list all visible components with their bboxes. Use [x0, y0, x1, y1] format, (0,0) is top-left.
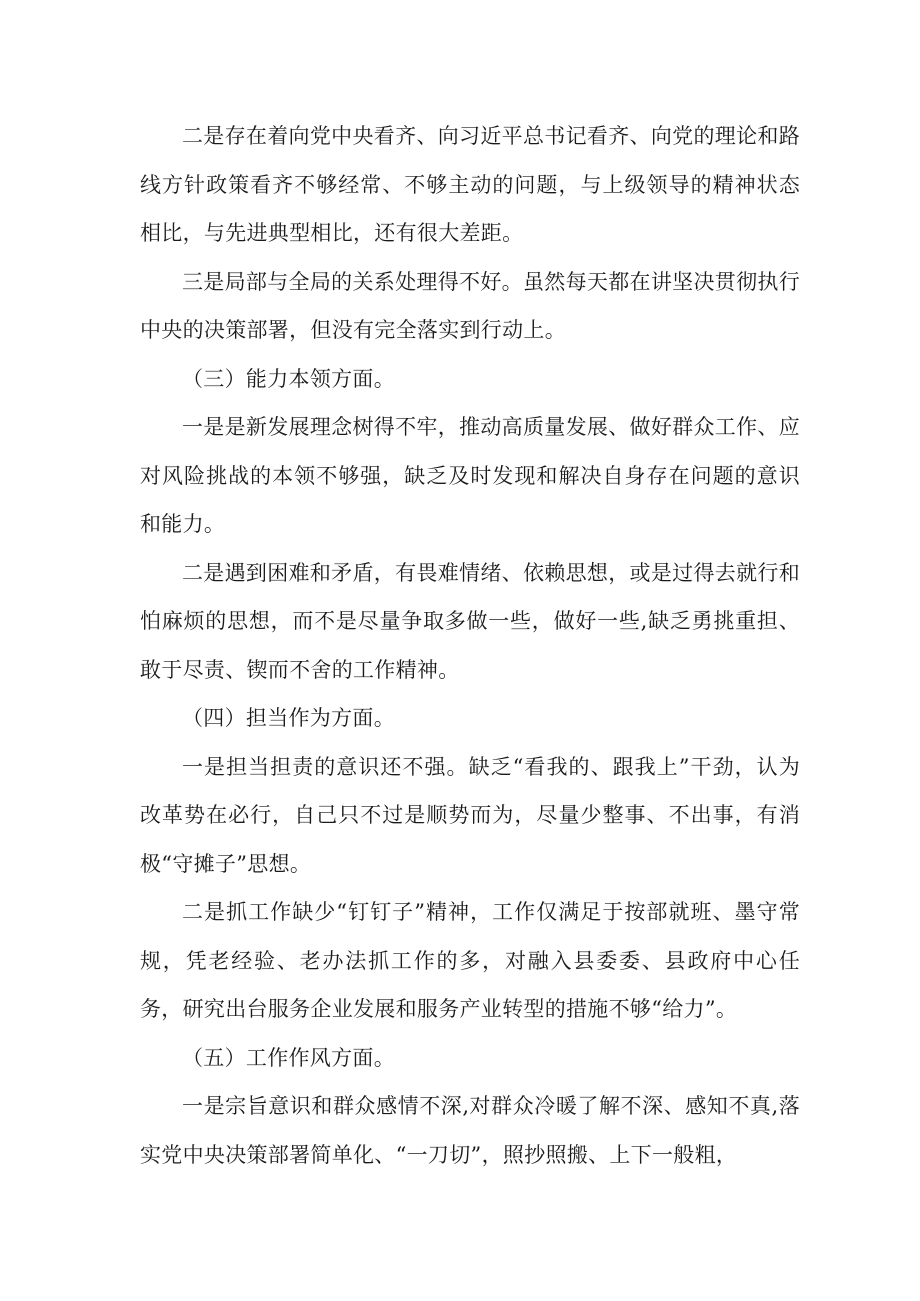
- section-heading-work-style: （五）工作作风方面。: [182, 1045, 395, 1070]
- paragraph-responsibility-awareness: 一是担当担责的意识还不强。缺乏“看我的、跟我上”干劲，认为改革势在必行，自己只不过是顺势而为，尽量少整事、不出事，有消极“守摊子”思想。: [140, 754, 800, 876]
- paragraph-nail-spirit: 二是抓工作缺少“钉钉子”精神，工作仅满足于按部就班、墨守常规，凭老经验、老办法抓工作的多，对融入县委委、县政府中心任务，研究出台服务企业发展和服务产业转型的措施不够“给力”。: [140, 900, 800, 1021]
- paragraph-purpose-awareness: 一是宗旨意识和群众感情不深,对群众冷暖了解不深、感知不真,落实党中央决策部署简单化、“一刀切”，照抄照搬、上下一般粗，: [140, 1094, 800, 1167]
- paragraph-alignment-issue: 二是存在着向党中央看齐、向习近平总书记看齐、向党的理论和路线方针政策看齐不够经常、不够主动的问题，与上级领导的精神状态相比，与先进典型相比，还有很大差距。: [140, 124, 800, 245]
- section-heading-ability: （三）能力本领方面。: [182, 366, 395, 391]
- paragraph-development-concept: 一是是新发展理念树得不牢，推动高质量发展、做好群众工作、应对风险挑战的本领不够强，缺乏及时发现和解决自身存在问题的意识和能力。: [140, 415, 800, 536]
- paragraph-local-global-relation: 三是局部与全局的关系处理得不好。虽然每天都在讲坚决贯彻执行中央的决策部署，但没有完全落实到行动上。: [140, 269, 800, 342]
- section-heading-responsibility: （四）担当作为方面。: [182, 706, 395, 730]
- paragraph-difficulties: 二是遇到困难和矛盾，有畏难情绪、依赖思想，或是过得去就行和怕麻烦的思想，而不是尽量争取多做一些，做好一些,缺乏勇挑重担、敢于尽责、锲而不舍的工作精神。: [140, 560, 800, 682]
- document-body: [140, 112, 800, 1179]
